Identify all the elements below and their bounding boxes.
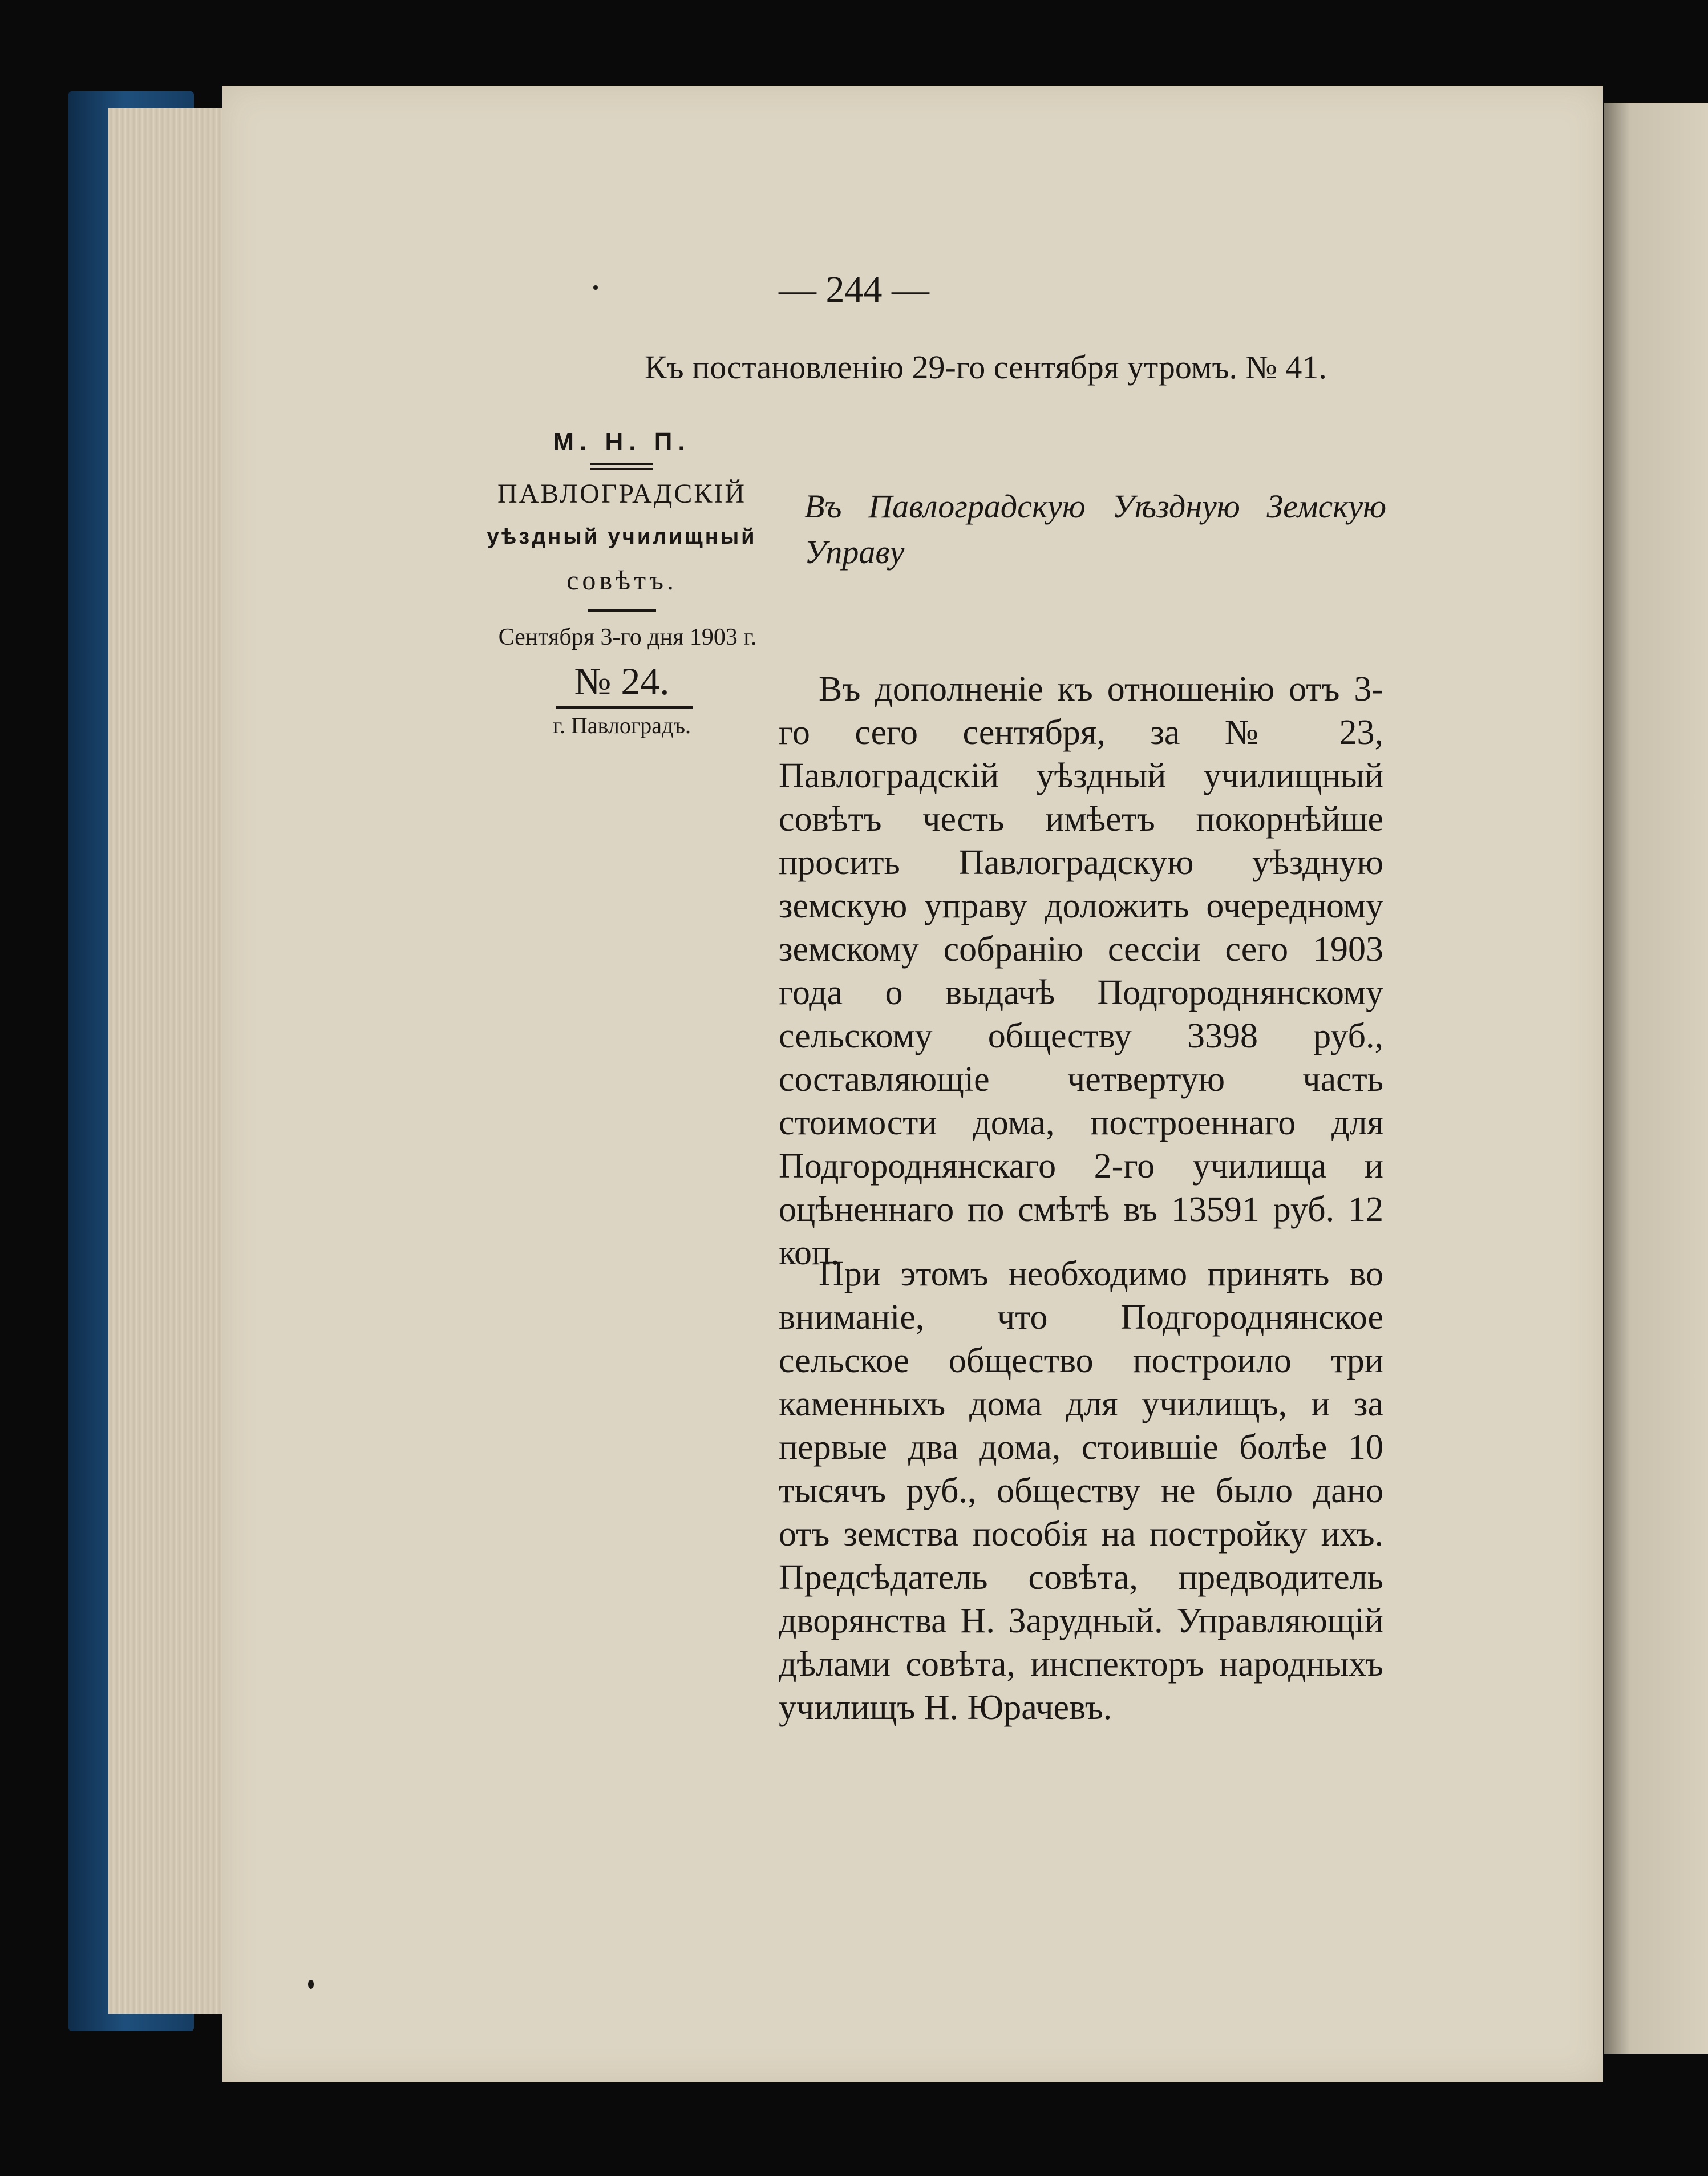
ministry-abbreviation: М. Н. П. (553, 428, 691, 456)
letter-city: г. Павлоградъ. (552, 713, 691, 738)
number-underline (556, 706, 693, 709)
council-type: уѣздный училищный (487, 525, 757, 549)
facing-page-edge (1604, 103, 1708, 2054)
district-name: ПАВЛОГРАДСКІЙ (497, 479, 747, 509)
ink-blot (308, 1980, 314, 1989)
body-paragraph-1: Въ дополненіе къ отношенію отъ 3-го сего сентября, за № 23, Павлоградскій уѣздный училищный совѣтъ честь имѣетъ покорнѣйше просить Павлоградскую уѣздную земскую управу доложить очередному земскому собранію сессіи сего 1903 года о выдачѣ Подгороднянскому сельскому обществу 3398 руб., составляющіе четвертую часть стоимости дома, построеннаго для Подгороднянскаго 2-го училища и оцѣненнаго по смѣтѣ въ 13591 руб. 12 коп. (779, 670, 1383, 1272)
page-number: — 244 — (779, 269, 929, 310)
council-name: совѣтъ. (566, 565, 677, 596)
addressee: Въ Павлоградскую Уѣздную Земскую Управу (804, 488, 1386, 571)
speck (593, 285, 598, 290)
body-paragraph-2: При этомъ необходимо принять во вниманіе, что Подгороднянское сельское общество построило три каменныхъ дома для училищъ, и за первые два дома, стоившіе болѣе 10 тысячъ руб., обществу не было дано отъ земства пособія на постройку ихъ. Предсѣдатель совѣта, предводитель дворянства Н. Зарудный. Управляющій дѣлами совѣта, инспекторъ народныхъ училищъ Н. Юрачевъ. (779, 1255, 1383, 1727)
divider-rule (588, 609, 656, 612)
double-rule (590, 463, 653, 470)
letter-number: № 24. (574, 660, 670, 703)
resolution-reference: Къ постановленію 29-го сентября утромъ. № 41. (645, 349, 1327, 386)
letter-date: Сентября 3-го дня 1903 г. (498, 624, 757, 650)
